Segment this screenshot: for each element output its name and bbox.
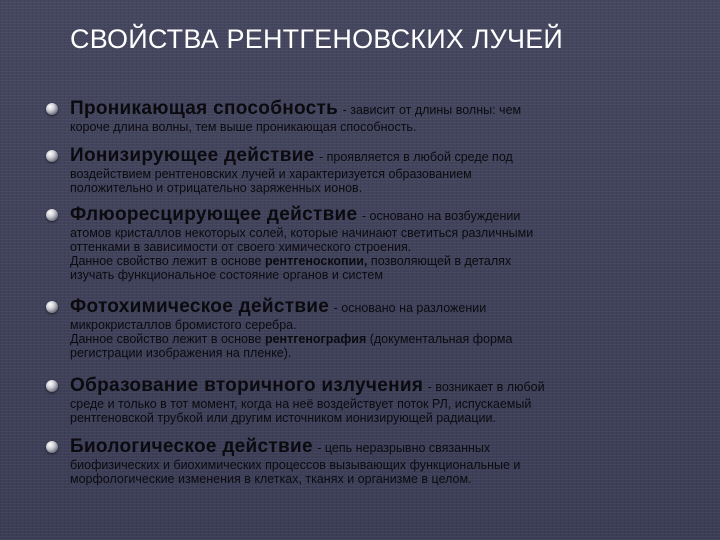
bullet-icon bbox=[46, 209, 58, 221]
item-extra-line bbox=[70, 332, 670, 346]
item-extra-line: изучать функциональное состояние органов и систем bbox=[70, 268, 383, 282]
extra-bold-term: рентгеноскопии, bbox=[264, 254, 368, 268]
item-lead: - зависит от длины волны: чем bbox=[342, 103, 522, 117]
item-desc-line: микрокристаллов бромистого серебра. bbox=[70, 318, 297, 332]
bullet-icon bbox=[46, 441, 58, 453]
extra-pre: Данное свойство лежит в основе bbox=[70, 254, 265, 268]
bullet-icon bbox=[46, 301, 58, 313]
item-heading: Фотохимическое действие bbox=[70, 296, 330, 317]
item-desc-line: положительно и отрицательно заряженных ионов. bbox=[70, 181, 363, 195]
item-heading: Ионизирующее действие bbox=[70, 145, 315, 166]
item-desc-line: короче длина волны, тем выше проникающая способность. bbox=[70, 120, 417, 134]
item-extra-line bbox=[70, 254, 670, 268]
extra-post: (документальная форма bbox=[366, 332, 513, 346]
bullet-icon bbox=[46, 380, 58, 392]
item-desc-line: среде и только в тот момент, когда на неё воздействует поток РЛ, испускаемый bbox=[70, 397, 532, 411]
item-desc-line: оттенками в зависимости от своего химического строения. bbox=[70, 240, 412, 254]
item-lead: - цепь неразрывно связанных bbox=[317, 441, 491, 455]
item-lead: - проявляется в любой среде под bbox=[319, 150, 513, 164]
item-lead: - возникает в любой bbox=[427, 380, 545, 394]
list-item-photochemical bbox=[70, 297, 670, 360]
item-heading: Проникающая способность bbox=[70, 98, 339, 119]
extra-post: позволяющей в деталях bbox=[367, 254, 512, 268]
item-desc-line: атомов кристаллов некоторых солей, которые начинают светиться различными bbox=[70, 226, 534, 240]
item-desc-line: биофизических и биохимических процессов вызывающих функциональные и bbox=[70, 458, 521, 472]
item-lead: - основано на разложении bbox=[333, 301, 487, 315]
item-desc-line: рентгеновской трубкой или другим источником ионизирующей радиации. bbox=[70, 411, 496, 425]
list-item-secondary-radiation bbox=[70, 376, 670, 425]
list-item-penetrating bbox=[70, 99, 670, 134]
item-desc-line: воздействием рентгеновских лучей и характеризуется образованием bbox=[70, 167, 472, 181]
item-extra-line: регистрации изображения на пленке). bbox=[70, 346, 292, 360]
extra-pre: Данное свойство лежит в основе bbox=[70, 332, 265, 346]
bullet-icon bbox=[46, 150, 58, 162]
item-heading: Биологическое действие bbox=[70, 436, 313, 457]
item-lead: - основано на возбуждении bbox=[361, 209, 521, 223]
item-heading: Флюоресцирующее действие bbox=[70, 204, 358, 225]
bullet-icon bbox=[46, 103, 58, 115]
list-item-ionizing bbox=[70, 146, 670, 195]
list-item-biological bbox=[70, 437, 670, 486]
list-item-fluorescent bbox=[70, 205, 670, 282]
extra-bold-term: рентгенография bbox=[264, 332, 367, 346]
item-desc-line: морфологические изменения в клетках, тканях и организме в целом. bbox=[70, 472, 472, 486]
slide-title: СВОЙСТВА РЕНТГЕНОВСКИХ ЛУЧЕЙ bbox=[70, 24, 564, 54]
item-heading: Образование вторичного излучения bbox=[70, 375, 424, 396]
